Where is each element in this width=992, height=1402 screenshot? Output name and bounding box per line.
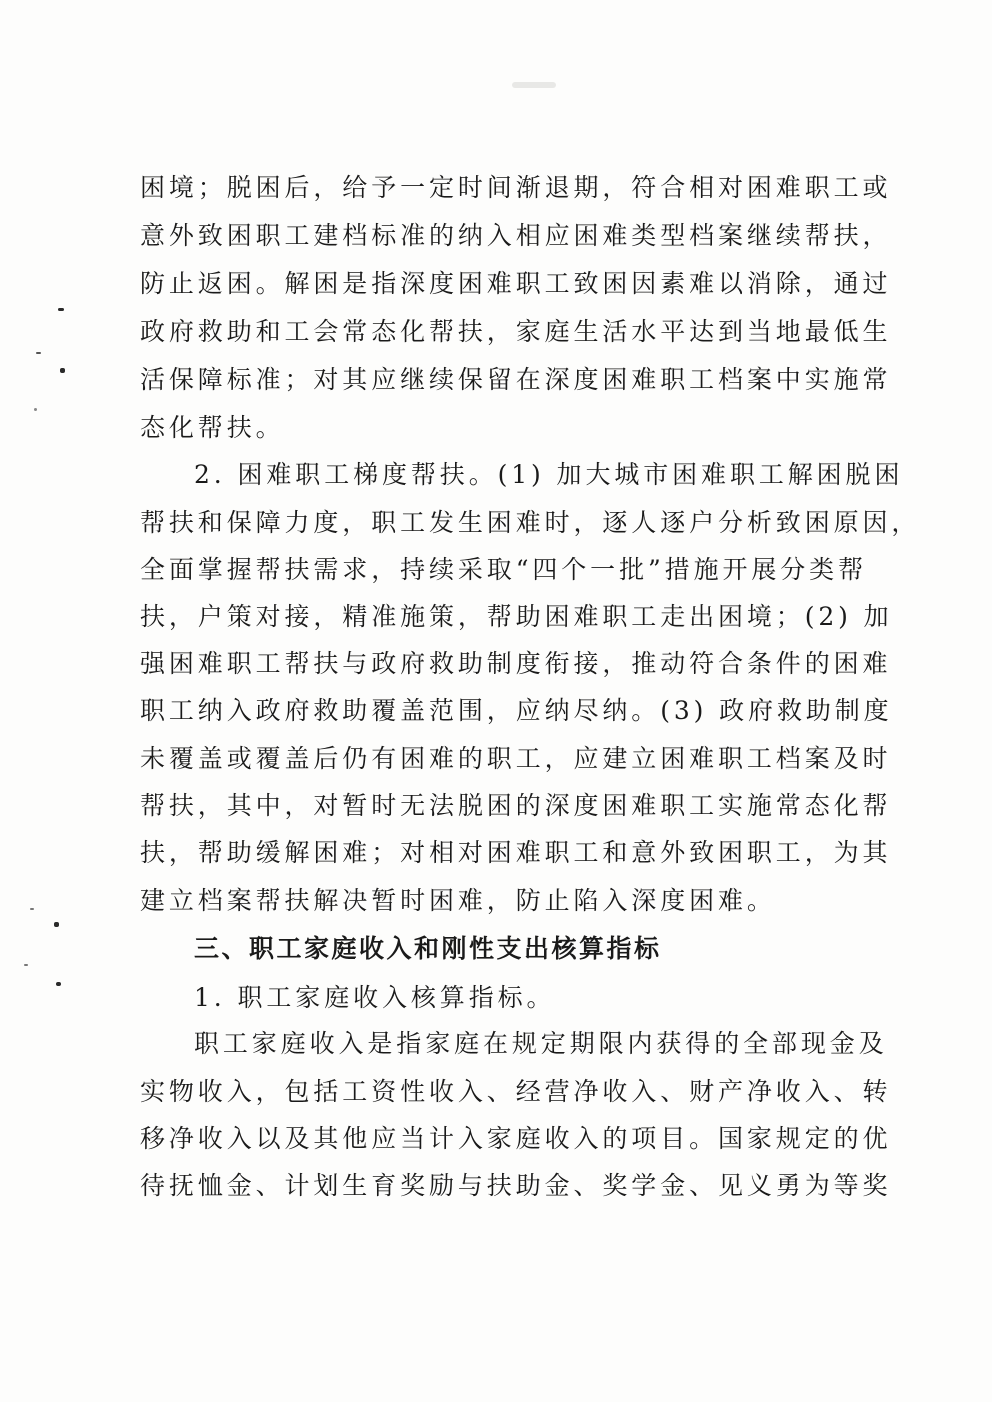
- body-text-line: 扶，帮助缓解困难；对相对困难职工和意外致困职工，为其: [140, 838, 892, 867]
- body-text-line: 移净收入以及其他应当计入家庭收入的项目。国家规定的优: [140, 1124, 892, 1153]
- body-text-line: 建立档案帮扶解决暂时困难，防止陷入深度困难。: [140, 886, 776, 915]
- scan-artifact: [56, 982, 61, 986]
- body-text-line: 意外致困职工建档标准的纳入相应困难类型档案继续帮扶，: [140, 221, 892, 250]
- scan-artifact: [34, 408, 37, 411]
- body-text-line: 职工纳入政府救助覆盖范围，应纳尽纳。(3) 政府救助制度: [140, 696, 893, 725]
- scan-artifact: [60, 368, 65, 373]
- body-text-line: 扶，户策对接，精准施策，帮助困难职工走出困境；(2) 加: [140, 602, 893, 631]
- subsection-heading: 1. 职工家庭收入核算指标。: [194, 983, 556, 1012]
- body-text-line: 政府救助和工会常态化帮扶，家庭生活水平达到当地最低生: [140, 317, 892, 346]
- body-text-line: 帮扶和保障力度，职工发生困难时，逐人逐户分析致困原因，: [140, 508, 921, 537]
- body-text-line: 未覆盖或覆盖后仍有困难的职工，应建立困难职工档案及时: [140, 744, 892, 773]
- body-text-line: 态化帮扶。: [140, 413, 285, 442]
- body-text-line: 防止返困。解困是指深度困难职工致困因素难以消除，通过: [140, 269, 892, 298]
- scan-artifact: [54, 922, 59, 927]
- body-text-line: 职工家庭收入是指家庭在规定期限内获得的全部现金及: [194, 1029, 888, 1058]
- scan-artifact: [58, 308, 64, 311]
- body-text-line: 2. 困难职工梯度帮扶。(1) 加大城市困难职工解困脱困: [194, 460, 904, 489]
- section-heading: 三、职工家庭收入和刚性支出核算指标: [194, 934, 662, 963]
- scan-artifact: [36, 352, 41, 354]
- body-text-line: 实物收入，包括工资性收入、经营净收入、财产净收入、转: [140, 1077, 892, 1106]
- scan-artifact: [30, 908, 34, 910]
- body-text-line: 帮扶，其中，对暂时无法脱困的深度困难职工实施常态化帮: [140, 791, 892, 820]
- body-text-line: 待抚恤金、计划生育奖励与扶助金、奖学金、见义勇为等奖: [140, 1171, 892, 1200]
- scan-smudge: [512, 82, 556, 88]
- body-text-line: 困境；脱困后，给予一定时间渐退期，符合相对困难职工或: [140, 173, 892, 202]
- body-text-line: 全面掌握帮扶需求，持续采取“四个一批”措施开展分类帮: [140, 555, 867, 584]
- body-text-line: 强困难职工帮扶与政府救助制度衔接，推动符合条件的困难: [140, 649, 892, 678]
- body-text-line: 活保障标准；对其应继续保留在深度困难职工档案中实施常: [140, 365, 892, 394]
- scan-artifact: [24, 964, 28, 966]
